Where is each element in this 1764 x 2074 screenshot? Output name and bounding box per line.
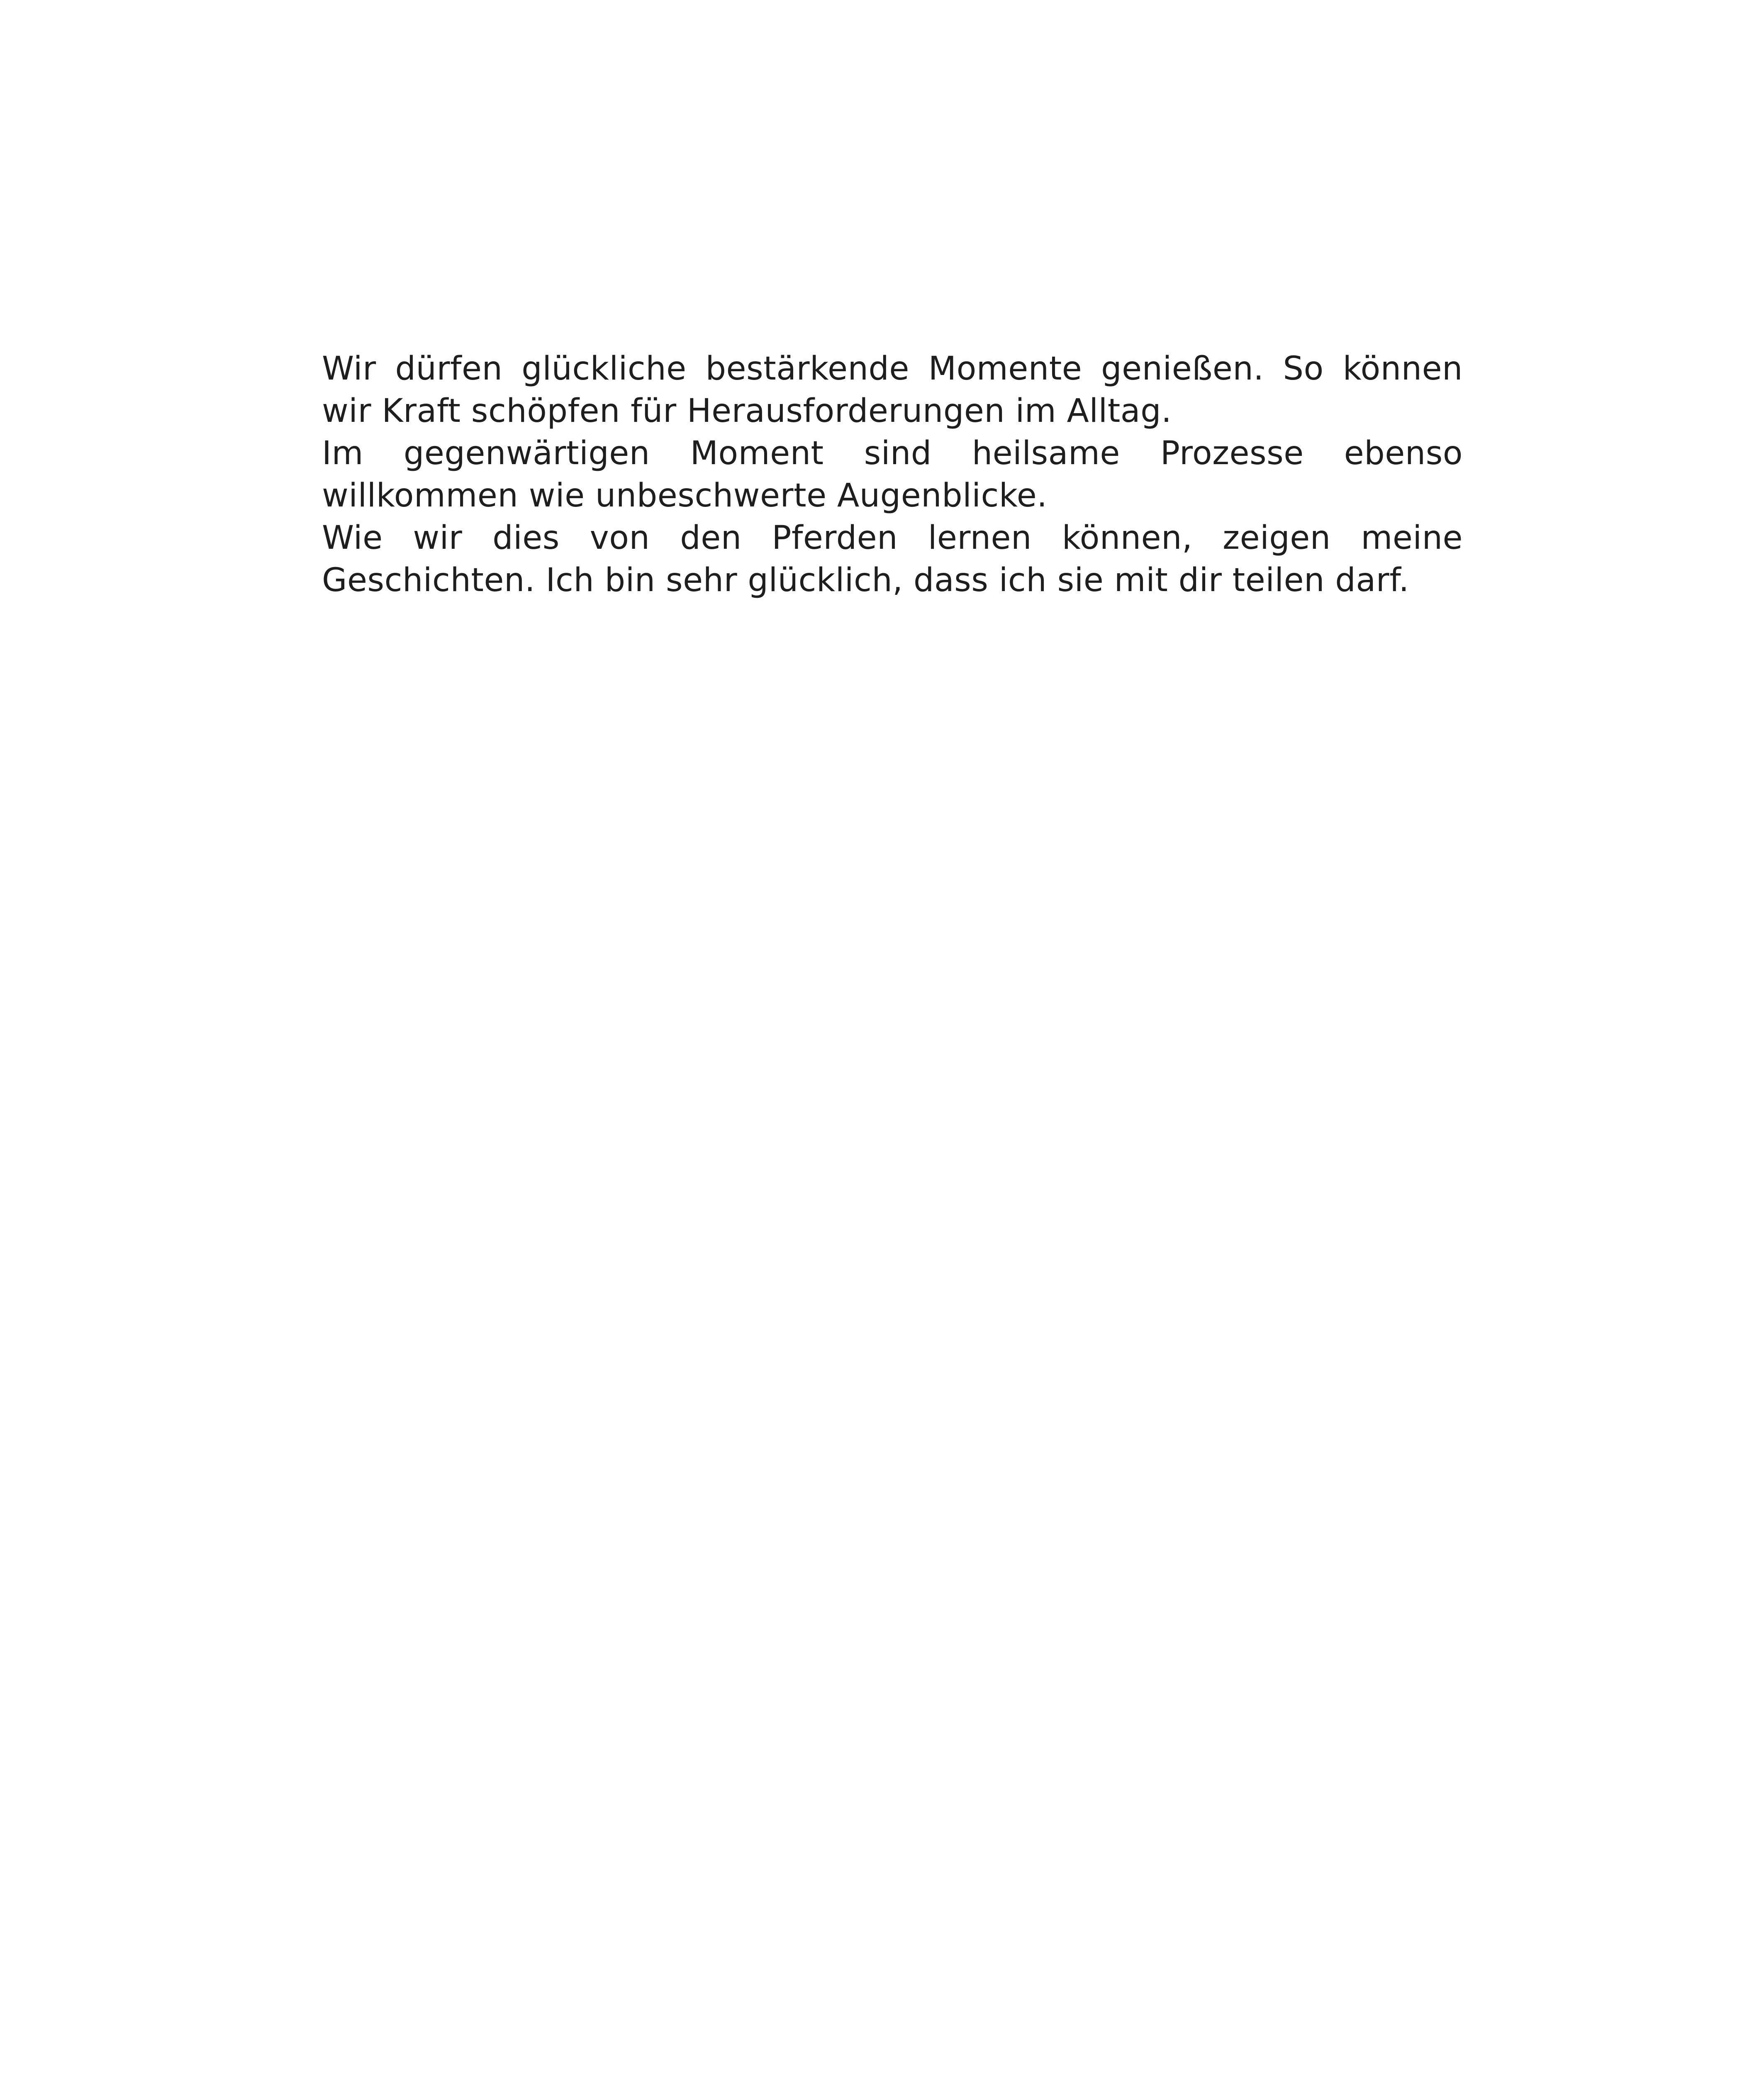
paragraph: Wie wir dies von den Pferden lernen können, zeigen meine Geschichten. Ich bin sehr glücklich, dass ich sie mit dir teilen darf. (322, 519, 1463, 599)
body-text (322, 348, 1463, 601)
paragraph: Wir dürfen glückliche bestärkende Momente genießen. So können wir Kraft schöpfen für Herausforderungen im Alltag. (322, 350, 1463, 430)
paragraph: Im gegenwärtigen Moment sind heilsame Prozesse ebenso willkommen wie unbeschwerte Augenblicke. (322, 435, 1463, 514)
